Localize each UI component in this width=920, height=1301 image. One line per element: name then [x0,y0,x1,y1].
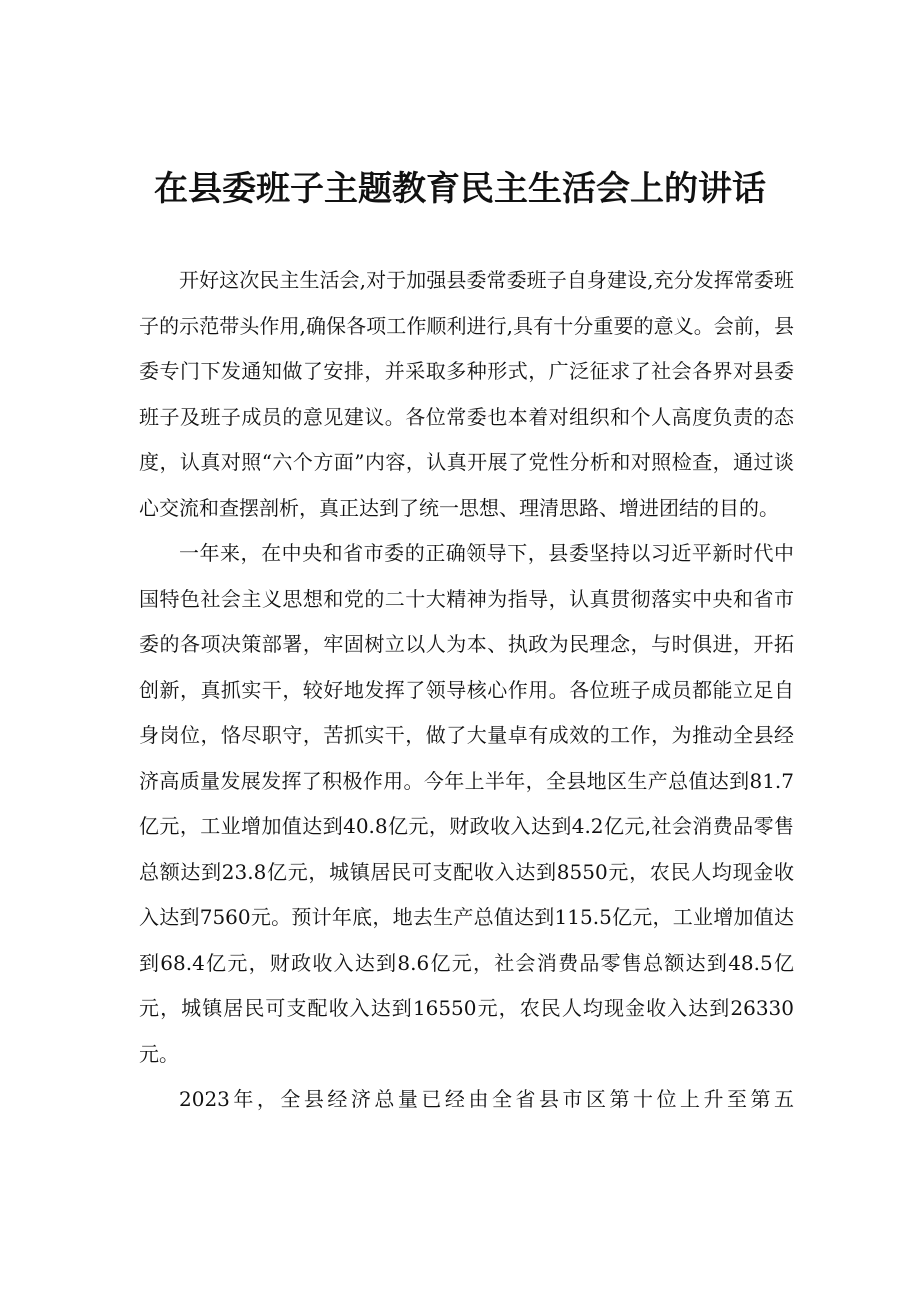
document-title: 在县委班子主题教育民主生活会上的讲话 [154,169,766,209]
paragraph-1: 开好这次民主生活会,对于加强县委常委班子自身建设,充分发挥常委班子的示范带头作用,确保各项工作顺利进行,具有十分重要的意义。会前，县委专门下发通知做了安排，并采取多种形式，广泛征求了社会各界对县委班子及班子成员的意见建议。各位常委也本着对组织和个人高度负责的态度，认真对照“六个方面”内容，认真开展了党性分析和对照检查，通过谈心交流和查摆剖析，真正达到了统一思想、理清思路、增进团结的目的。 [139,268,794,520]
paragraph-2: 一年来，在中央和省市委的正确领导下，县委坚持以习近平新时代中国特色社会主义思想和党的二十大精神为指导，认真贯彻落实中央和省市委的各项决策部署，牢固树立以人为本、执政为民理念，与时俱进，开拓创新，真抓实干，较好地发挥了领导核心作用。各位班子成员都能立足自身岗位，恪尽职守，苦抓实干，做了大量卓有成效的工作，为推动全县经济高质量发展发挥了积极作用。今年上半年，全县地区生产总值达到81.7亿元，工业增加值达到40.8亿元，财政收入达到4.2亿元,社会消费品零售总额达到23.8亿元，城镇居民可支配收入达到8550元，农民人均现金收入达到7560元。预计年底，地去生产总值达到115.5亿元，工业增加值达到68.4亿元，财政收入达到8.6亿元，社会消费品零售总额达到48.5亿元，城镇居民可支配收入达到16550元，农民人均现金收入达到26330元。 [139,541,794,1066]
document-body [139,258,794,1123]
paragraph-3: 2023年，全县经济总量已经由全省县市区第十位上升至第五 [179,1087,794,1111]
